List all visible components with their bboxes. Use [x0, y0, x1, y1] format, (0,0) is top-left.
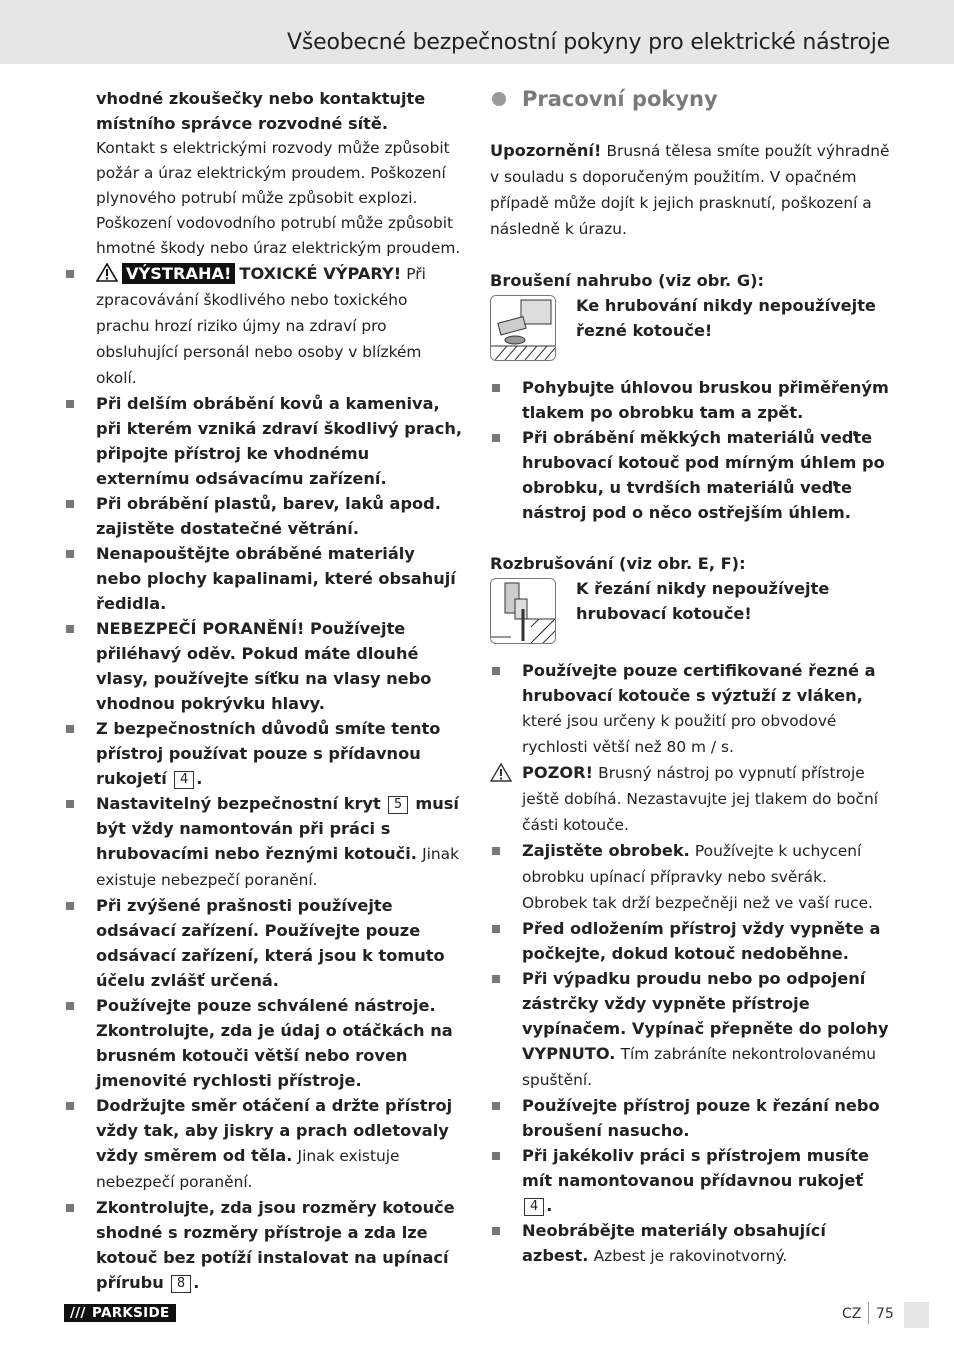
square-bullet-icon [66, 800, 74, 808]
list-item: Zkontrolujte, zda jsou rozměry kotouče shodné s rozměry přístroje a zda lze kotouč bez potíží instalovat na upínací přírubu 8 . [64, 1195, 464, 1295]
list-item: Z bezpečnostních důvodů smíte tento přístroj používat pouze s přídavnou rukojetí 4 . [64, 716, 464, 791]
cut-figure-text: K řezání nikdy nepoužívejte hrubovací kotouče! [576, 579, 830, 623]
square-bullet-icon [66, 550, 74, 558]
notice [490, 138, 890, 242]
rough-figure-row [490, 293, 890, 361]
item-bold: Při delším obrábění kovů a kameniva, při kterém vzniká zdraví škodlivý prach, připojte přístroj ke vhodnému externímu odsávacímu zařízení. [96, 394, 462, 488]
right-column [490, 86, 890, 1269]
square-bullet-icon [66, 500, 74, 508]
list-item [64, 1093, 464, 1195]
item-bold: Používejte přístroj pouze k řezání nebo broušení nasucho. [522, 1096, 880, 1140]
part-reference: 5 [388, 796, 408, 814]
square-bullet-icon [66, 725, 74, 733]
square-bullet-icon [66, 625, 74, 633]
item-bold: musí být vždy namontován při práci s hrubovacími nebo řeznými kotouči. [96, 794, 459, 863]
intro-bold: vhodné zkoušečky nebo kontaktujte místního správce rozvodné sítě. [96, 89, 426, 133]
logo-slashes: /// [70, 1305, 86, 1321]
list-item [64, 541, 464, 616]
page-tab-marker [904, 1302, 929, 1328]
page-title: Všeobecné bezpečnostní pokyny pro elektrické nástroje [287, 30, 890, 55]
list-item [490, 1093, 890, 1143]
square-bullet-icon [66, 400, 74, 408]
logo-brand: PARKSIDE [92, 1305, 170, 1321]
grinder-roughing-illustration-icon [490, 295, 556, 361]
list-item [490, 966, 890, 1093]
item-text: Jinak existuje nebezpečí poranění. [96, 845, 459, 889]
list-item: Při jakékoliv práci s přístrojem musíte mít namontovanou přídavnou rukojeť 4 . [490, 1143, 890, 1218]
item-bold: Při obrábění měkkých materiálů veďte hrubovací kotouč pod mírným úhlem po obrobku, u tvrdších materiálů veďte nástroj pod o něco ostřejším úhlem. [522, 428, 885, 522]
square-bullet-icon [492, 667, 500, 675]
page-number: 75 [876, 1306, 894, 1322]
square-bullet-icon [492, 975, 500, 983]
cut-heading: Rozbrušování (viz obr. E, F): [490, 554, 746, 573]
circle-bullet-icon [492, 92, 506, 106]
intro-text: Kontakt s elektrickými rozvody může způsobit požár a úraz elektrickým proudem. Poškození plynového potrubí může způsobit explozi. Poškození vodovodního potrubí může způsobit hmotné škody nebo úraz elektrickým proudem. [96, 139, 461, 257]
item-bold: Při obrábění plastů, barev, laků apod. zajistěte dostatečné větrání. [96, 494, 441, 538]
list-item [490, 425, 890, 525]
warning-triangle-icon [96, 263, 118, 282]
item-bold: Z bezpečnostních důvodů smíte tento přístroj používat pouze s přídavnou rukojetí [96, 719, 441, 788]
item-text: Tím zabráníte nekontrolovanému spuštění. [522, 1045, 876, 1089]
item-bold: Při výpadku proudu nebo po odpojení zástrčky vždy vypněte přístroje vypínačem. Vypínač přepněte do polohy VYPNUTO. [522, 969, 889, 1063]
item-bold: Při jakékoliv práci s přístrojem musíte mít namontovanou přídavnou rukojeť [522, 1146, 870, 1190]
item-text: které jsou určeny k použití pro obvodové rychlosti větší než 80 m / s. [522, 712, 837, 756]
warning-triangle-icon [490, 763, 512, 782]
pozor-item [490, 760, 890, 838]
square-bullet-icon [66, 1002, 74, 1010]
square-bullet-icon [492, 384, 500, 392]
list-item [64, 616, 464, 716]
language-code: CZ [842, 1306, 862, 1322]
square-bullet-icon [492, 925, 500, 933]
square-bullet-icon [66, 1204, 74, 1212]
footer-divider [868, 1302, 869, 1324]
item-bold: Zkontrolujte, zda jsou rozměry kotouče shodné s rozměry přístroje a zda lze kotouč bez potíží instalovat na upínací přírubu [96, 1198, 455, 1292]
item-text: Brusný nástroj po vypnutí přístroje ještě dobíhá. Nezastavujte jej tlakem do boční části kotouče. [522, 764, 878, 834]
rough-figure-text: Ke hrubování nikdy nepoužívejte řezné kotouče! [576, 296, 876, 340]
notice-text: Brusná tělesa smíte použít výhradně v souladu s doporučeným použitím. V opačném případě může dojít k jejich prasknutí, poškození a následně k úrazu. [490, 142, 890, 238]
cut-list [490, 658, 890, 1269]
item-bold: Dodržujte směr otáčení a držte přístroj vždy tak, aby jiskry a prach odletovaly vždy směrem od těla. [96, 1096, 453, 1165]
item-bold: NEBEZPEČÍ PORANĚNÍ! Používejte přiléhavý oděv. Pokud máte dlouhé vlasy, používejte síťku na vlasy nebo vhodnou pokrývku hlavy. [96, 619, 432, 713]
parkside-logo [64, 1304, 176, 1322]
item-bold: Před odložením přístroj vždy vypněte a počkejte, dokud kotouč nedoběhne. [522, 919, 881, 963]
list-item [64, 391, 464, 491]
left-list [64, 261, 464, 1295]
list-item [490, 1218, 890, 1269]
list-item [64, 491, 464, 541]
square-bullet-icon [66, 902, 74, 910]
square-bullet-icon [492, 1152, 500, 1160]
item-bold: Používejte pouze certifikované řezné a hrubovací kotouče s výztuží z vláken, [522, 661, 876, 705]
item-bold: Nastavitelný bezpečnostní kryt [96, 794, 381, 813]
list-item [64, 261, 464, 391]
item-text: Používejte k uchycení obrobku upínací přípravky nebo svěrák. Obrobek tak drží bezpečněji než ve vaší ruce. [522, 842, 873, 912]
item-text: Při zpracovávání škodlivého nebo toxického prachu hrozí riziko újmy na zdraví pro obsluhující personál nebo osoby v blízkém okolí. [96, 265, 426, 387]
list-item [490, 375, 890, 425]
item-bold: TOXICKÉ VÝPARY! [239, 264, 402, 283]
section-title [490, 86, 890, 112]
item-bold: Pohybujte úhlovou bruskou přiměřeným tlakem po obrobku tam a zpět. [522, 378, 889, 422]
item-bold: Při zvýšené prašnosti používejte odsávací zařízení. Používejte pouze odsávací zařízení, která jsou k tomuto účelu zvlášť určená. [96, 896, 445, 990]
rough-heading: Broušení nahrubo (viz obr. G): [490, 271, 764, 290]
part-reference: 4 [174, 771, 194, 789]
warning-label: VÝSTRAHA! [122, 263, 235, 284]
square-bullet-icon [492, 1102, 500, 1110]
square-bullet-icon [492, 1227, 500, 1235]
square-bullet-icon [492, 847, 500, 855]
list-item [64, 893, 464, 993]
item-bold: Používejte pouze schválené nástroje. Zkontrolujte, zda je údaj o otáčkách na brusném kotouči větší nebo roven jmenovité rychlosti přístroje. [96, 996, 453, 1090]
list-item [490, 838, 890, 916]
item-bold: Neobrábějte materiály obsahující azbest. [522, 1221, 826, 1265]
item-text: Jinak existuje nebezpečí poranění. [96, 1147, 400, 1191]
list-item [64, 993, 464, 1093]
part-reference: 8 [171, 1275, 191, 1293]
left-column [64, 86, 464, 1295]
list-item [490, 916, 890, 966]
item-bold: Nenapouštějte obráběné materiály nebo plochy kapalinami, které obsahují ředidla. [96, 544, 456, 613]
grinder-cutting-illustration-icon [490, 578, 556, 644]
square-bullet-icon [66, 270, 74, 278]
list-item [64, 791, 464, 893]
section-title-text: Pracovní pokyny [522, 87, 718, 111]
square-bullet-icon [492, 434, 500, 442]
item-text: Azbest je rakovinotvorný. [593, 1247, 788, 1265]
item-bold: Zajistěte obrobek. [522, 841, 690, 860]
cut-figure-row [490, 576, 890, 644]
item-bold: POZOR! [522, 763, 593, 782]
square-bullet-icon [66, 1102, 74, 1110]
part-reference: 4 [524, 1198, 544, 1216]
list-item [490, 658, 890, 760]
notice-bold: Upozornění! [490, 141, 602, 160]
page-header [0, 0, 954, 64]
rough-list [490, 375, 890, 525]
